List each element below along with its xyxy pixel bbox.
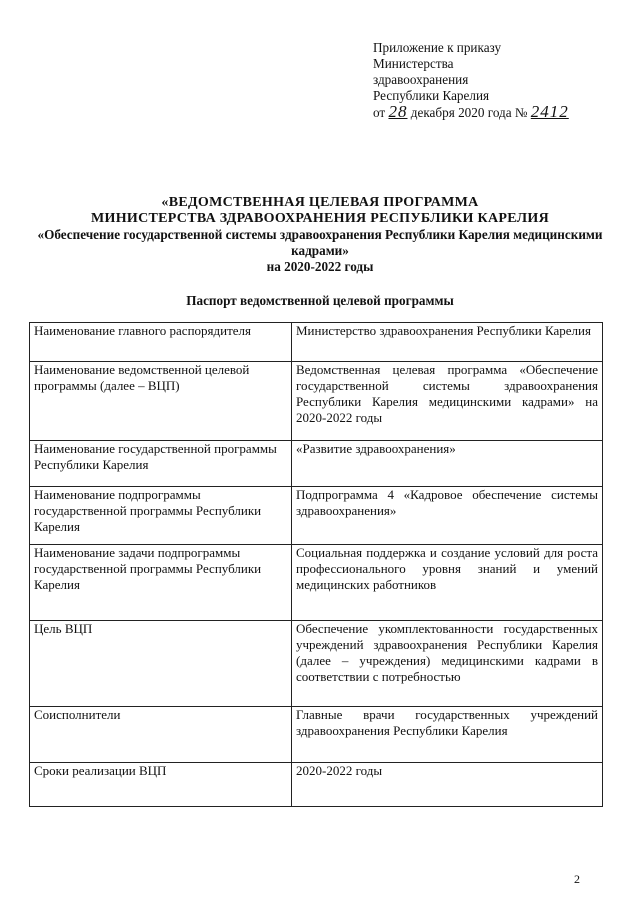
- row-value: Подпрограмма 4 «Кадровое обеспечение системы здравоохранения»: [292, 487, 603, 545]
- row-key: Цель ВЦП: [30, 621, 292, 707]
- row-key: Наименование ведомственной целевой программы (далее – ВЦП): [30, 362, 292, 441]
- program-title: [20, 195, 620, 275]
- table-row: [30, 441, 603, 487]
- row-value: Главные врачи государственных учреждений здравоохранения Республики Карелия: [292, 707, 603, 763]
- date-middle: декабря 2020 года №: [410, 105, 528, 120]
- row-key: Сроки реализации ВЦП: [30, 763, 292, 807]
- title-line-1: «ВЕДОМСТВЕННАЯ ЦЕЛЕВАЯ ПРОГРАММА: [161, 195, 479, 210]
- row-value: Министерство здравоохранения Республики Карелия: [292, 323, 603, 362]
- handwritten-day: 28: [388, 102, 408, 121]
- handwritten-order-number: 2412: [530, 102, 569, 121]
- table-row: [30, 545, 603, 621]
- appendix-block: [373, 40, 569, 121]
- table-row: [30, 707, 603, 763]
- row-value: Обеспечение укомплектованности государственных учреждений здравоохранения Республики Карелия (далее – учреждения) медицинскими кадрами в соответствии с потребностью: [292, 621, 603, 707]
- table-row: [30, 323, 603, 362]
- row-key: Наименование подпрограммы государственной программы Республики Карелия: [30, 487, 292, 545]
- appendix-line: Министерства: [373, 56, 454, 71]
- passport-table: [29, 322, 603, 807]
- row-value: 2020-2022 годы: [292, 763, 603, 807]
- row-key: Наименование государственной программы Республики Карелия: [30, 441, 292, 487]
- appendix-line: Республики Карелия: [373, 88, 490, 103]
- title-line-4: на 2020-2022 годы: [266, 259, 374, 274]
- table-row: [30, 487, 603, 545]
- row-value: «Развитие здравоохранения»: [292, 441, 603, 487]
- row-value: Социальная поддержка и создание условий для роста профессионального уровня знаний и умений медицинских работников: [292, 545, 603, 621]
- appendix-line: здравоохранения: [373, 72, 469, 87]
- table-row: [30, 621, 603, 707]
- date-prefix: от: [373, 105, 386, 120]
- row-key: Наименование главного распорядителя: [30, 323, 292, 362]
- row-key: Наименование задачи подпрограммы государственной программы Республики Карелия: [30, 545, 292, 621]
- row-value: Ведомственная целевая программа «Обеспечение государственной системы здравоохранения Республики Карелия медицинскими кадрами» на 2020-2022 годы: [292, 362, 603, 441]
- title-line-3: «Обеспечение государственной системы здравоохранения Республики Карелия медицинскими кадрами»: [37, 227, 603, 258]
- title-line-2: МИНИСТЕРСТВА ЗДРАВООХРАНЕНИЯ РЕСПУБЛИКИ КАРЕЛИЯ: [91, 211, 549, 226]
- table-row: [30, 362, 603, 441]
- appendix-date-line: [373, 104, 569, 121]
- appendix-line: Приложение к приказу: [373, 40, 502, 55]
- row-key: Соисполнители: [30, 707, 292, 763]
- passport-title: Паспорт ведомственной целевой программы: [186, 293, 454, 308]
- table-row: [30, 763, 603, 807]
- page-number: 2: [574, 872, 580, 886]
